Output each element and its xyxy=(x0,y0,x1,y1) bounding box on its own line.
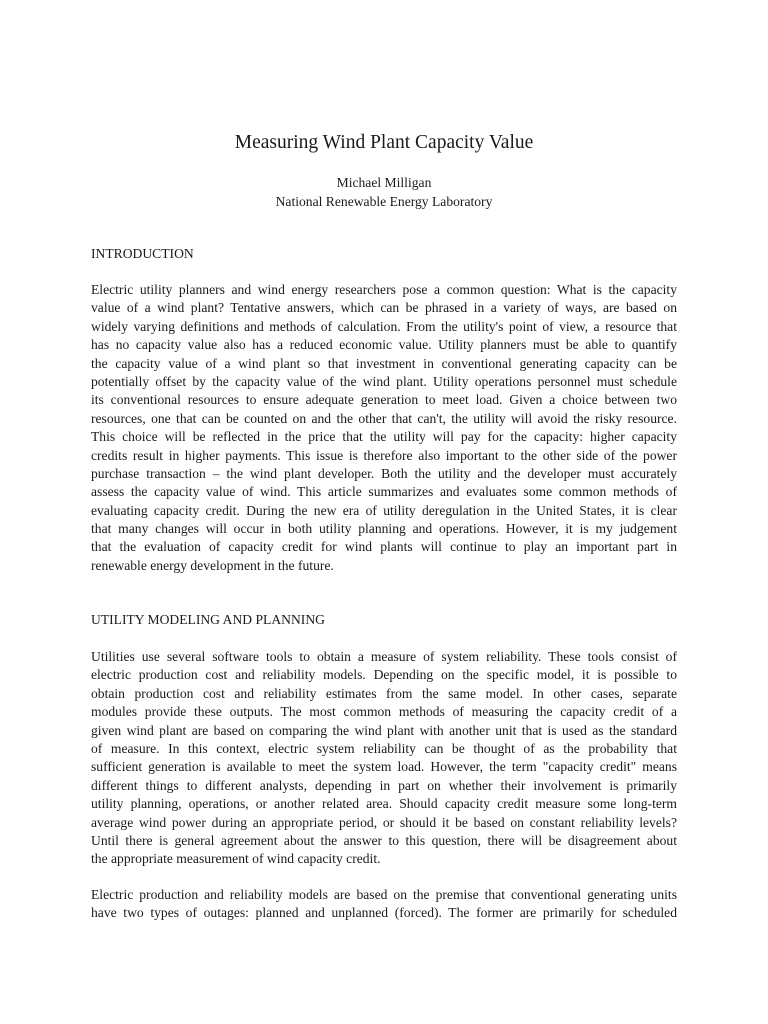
text-line: that the evaluation of capacity credit for wind plants will continue to play an important part in xyxy=(91,539,677,555)
text-line: obtain production cost and reliability estimates from the same model. In other cases, separate xyxy=(91,685,677,701)
paragraph-introduction xyxy=(91,281,677,575)
paragraph-utility-modeling-1 xyxy=(91,648,677,869)
text-line: Utilities use several software tools to obtain a measure of system reliability. These tools consist of xyxy=(91,649,677,664)
text-line: of measure. In this context, electric system reliability can be thought of as the probability that xyxy=(91,740,677,756)
text-line: Until there is general agreement about the answer to this question, there will be disagreement about xyxy=(91,832,677,848)
text-line: have two types of outages: planned and unplanned (forced). The former are primarily for scheduled xyxy=(91,905,677,921)
text-line: potentially offset by the capacity value of the wind plant. Utility operations personnel must schedule xyxy=(91,373,677,389)
text-line: utility planning, operations, or another related area. Should capacity credit measure some long-term xyxy=(91,796,677,812)
paper-title: Measuring Wind Plant Capacity Value xyxy=(234,132,534,153)
text-line: widely varying definitions and methods of calculation. From the utility's point of view, a resource that xyxy=(91,318,677,334)
text-line: Electric production and reliability models are based on the premise that conventional generating units xyxy=(91,887,677,902)
text-line: that many changes will occur in both utility planning and operations. However, it is my judgement xyxy=(91,521,677,537)
author-affiliation: National Renewable Energy Laboratory xyxy=(275,194,493,209)
text-line: the capacity value of a wind plant so that investment in conventional generating capacity can be xyxy=(91,355,677,371)
text-line: the appropriate measurement of wind capacity credit. xyxy=(91,851,381,867)
author-name: Michael Milligan xyxy=(336,175,432,190)
text-line: its conventional resources to ensure adequate generation to meet load. Given a choice between two xyxy=(91,392,677,408)
text-line: value of a wind plant? Tentative answers, which can be phrased in a variety of ways, are based on xyxy=(91,300,677,316)
text-line: resources, one that can be counted on and the other that can't, the utility will avoid the risky resource. xyxy=(91,410,677,426)
text-line: renewable energy development in the future. xyxy=(91,557,334,573)
paragraph-utility-modeling-2 xyxy=(91,886,677,923)
text-line: modules provide these outputs. The most common methods of measuring the capacity credit of a xyxy=(91,704,677,720)
text-line: This choice will be reflected in the price that the utility will pay for the capacity: higher capacity xyxy=(91,429,677,445)
text-line: electric production cost and reliability models. Depending on the specific model, it is possible to xyxy=(91,667,677,683)
text-line: Electric utility planners and wind energy researchers pose a common question: What is the capacity xyxy=(91,282,677,297)
text-line: assess the capacity value of wind. This article summarizes and evaluates some common methods of xyxy=(91,484,677,500)
text-line: different things to different analysts, depending in part on whether their involvement is primarily xyxy=(91,777,677,793)
text-line: sufficient generation is available to meet the system load. However, the term "capacity credit" means xyxy=(91,759,677,775)
author-block xyxy=(0,173,768,211)
text-line: evaluating capacity credit. During the new era of utility deregulation in the United States, it is clear xyxy=(91,502,677,518)
text-line: average wind power during an appropriate period, or should it be based on constant reliability levels? xyxy=(91,814,677,830)
text-line: has no capacity value also has a reduced economic value. Utility planners must be able to quantify xyxy=(91,337,677,353)
section-heading-utility-modeling: UTILITY MODELING AND PLANNING xyxy=(91,612,325,627)
section-heading-introduction: INTRODUCTION xyxy=(91,246,194,261)
text-line: given wind plant are based on comparing the wind plant with another unit that is used as the standard xyxy=(91,722,677,738)
text-line: credits result in higher payments. This issue is therefore also important to the other side of the power xyxy=(91,447,677,463)
text-line: purchase transaction – the wind plant developer. Both the utility and the developer must accurately xyxy=(91,465,677,481)
